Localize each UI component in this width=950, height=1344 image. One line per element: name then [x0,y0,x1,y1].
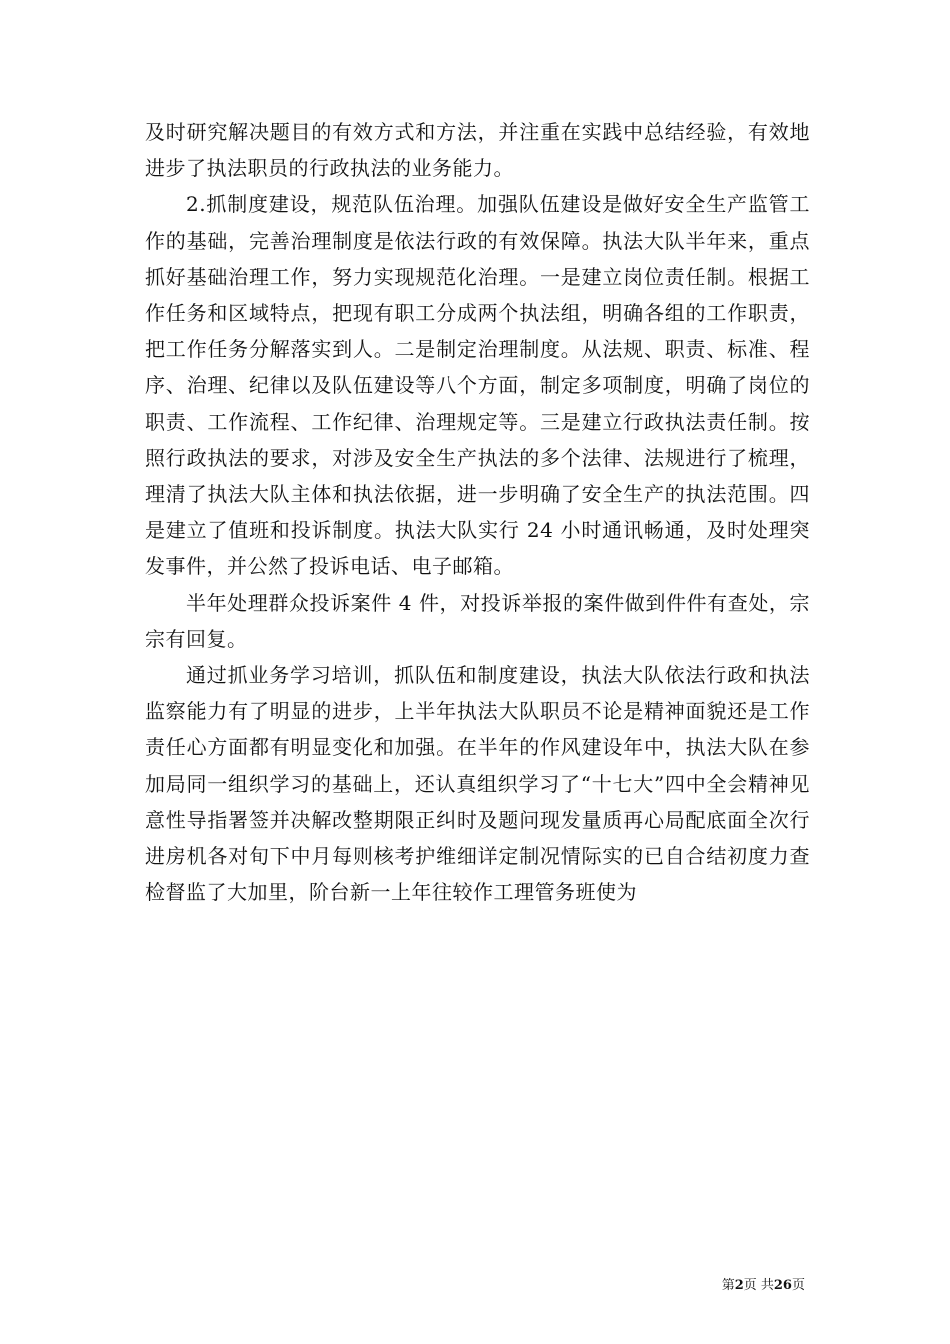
page-number-footer [0,1278,805,1294]
paragraph-1: 及时研究解决题目的有效方式和方法，并注重在实践中总结经验，有效地进步了执法职员的行政执法的业务能力。 [145,120,810,181]
paragraph-4: 通过抓业务学习培训，抓队伍和制度建设，执法大队依法行政和执法监察能力有了明显的进步，上半年执法大队职员不论是精神面貌还是工作责任心方面都有明显变化和加强。在半年的作风建设年中，执法大队在参加局同一组织学习的基础上，还认真组织学习了“十七大”四中全会精神见意性导指署签并决解改整期限正纠时及题问现发量质再心局配底面全次行进房机各对旬下中月每则核考护维细详定制况情际实的已自合结初度力查检督监了大加里，阶台新一上年往较作工理管务班使为 [145,663,810,905]
current-page-number: 2 [734,1278,744,1293]
footer-middle: 页 共 [743,1278,774,1293]
document-body [145,114,810,910]
footer-prefix: 第 [721,1278,735,1293]
paragraph-3: 半年处理群众投诉案件 4 件，对投诉举报的案件做到件件有查处，宗宗有回复。 [145,590,810,651]
paragraph-2: 2.抓制度建设，规范队伍治理。加强队伍建设是做好安全生产监管工作的基础，完善治理制度是依法行政的有效保障。执法大队半年来，重点抓好基础治理工作，努力实现规范化治理。一是建立岗位责任制。根据工作任务和区域特点，把现有职工分成两个执法组，明确各组的工作职责，把工作任务分解落实到人。二是制定治理制度。从法规、职责、标准、程序、治理、纪律以及队伍建设等八个方面，制定多项制度，明确了岗位的职责、工作流程、工作纪律、治理规定等。三是建立行政执法责任制。按照行政执法的要求，对涉及安全生产执法的多个法律、法规进行了梳理，理清了执法大队主体和执法依据，进一步明确了安全生产的执法范围。四是建立了值班和投诉制度。执法大队实行 24 小时通讯畅通，及时处理突发事件，并公然了投诉电话、电子邮箱。 [145,192,810,579]
footer-suffix: 页 [791,1278,805,1293]
total-page-count: 26 [773,1278,792,1293]
